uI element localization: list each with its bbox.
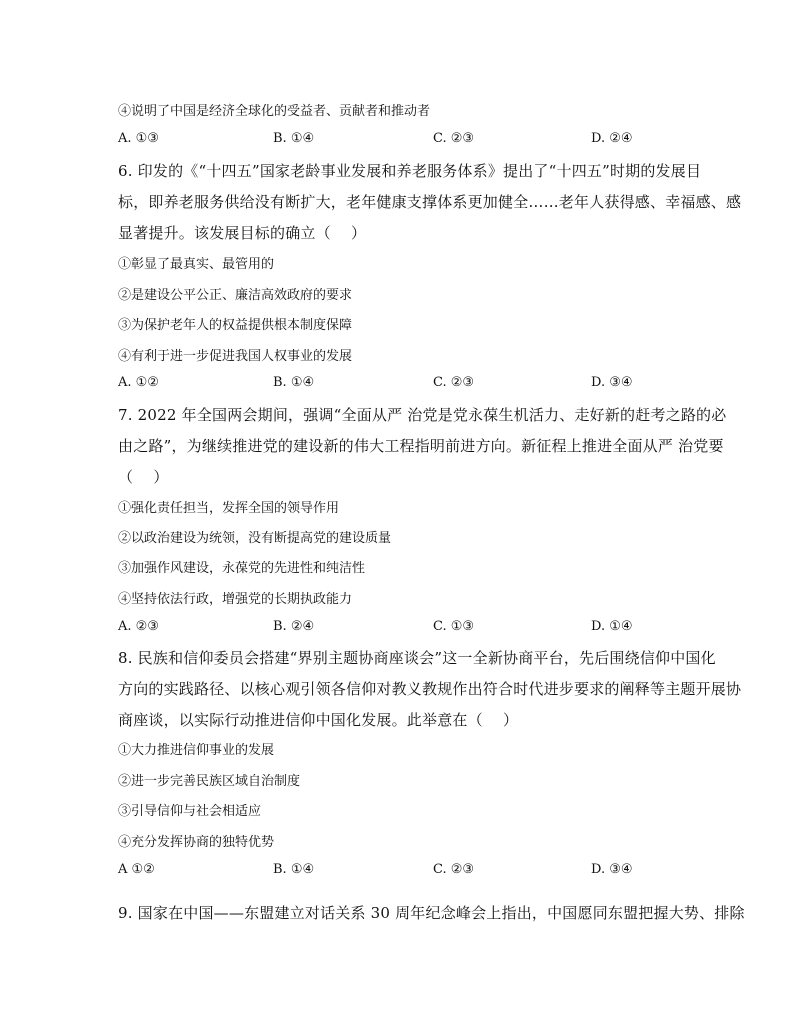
q7-option-c[interactable]: C. ①③ bbox=[433, 619, 475, 634]
q7-stem-line-3: （ ） bbox=[118, 468, 169, 486]
q6-item-2: ②是建设公平公正、廉洁高效政府的要求 bbox=[118, 288, 353, 303]
q8-stem-line-3: 商座谈，以实际行动推进信仰中国化发展。此举意在（ ） bbox=[118, 711, 519, 729]
q6-item-4: ④有利于进一步促进我国人权事业的发展 bbox=[118, 349, 353, 364]
q6-stem-line-3: 显著提升。该发展目标的确立（ ） bbox=[118, 224, 367, 242]
q8-option-b[interactable]: B. ①④ bbox=[273, 862, 315, 877]
q5-option-b[interactable]: B. ①④ bbox=[273, 131, 315, 146]
q6-item-3: ③为保护老年人的权益提供根本制度保障 bbox=[118, 318, 353, 333]
q6-stem-line-2: 标，即养老服务供给没有断扩大，老年健康支撑体系更加健全……老年人获得感、幸福感、感 bbox=[118, 193, 742, 211]
q8-item-4: ④充分发挥协商的独特优势 bbox=[118, 835, 275, 850]
q7-option-d[interactable]: D. ①④ bbox=[591, 619, 633, 634]
q7-item-1: ①强化责任担当，发挥全国的领导作用 bbox=[118, 501, 340, 516]
q7-option-a[interactable]: A. ②③ bbox=[118, 619, 159, 634]
q5-option-d[interactable]: D. ②④ bbox=[591, 131, 633, 146]
q7-item-3: ③加强作风建设，永葆党的先进性和纯洁性 bbox=[118, 561, 366, 576]
q6-option-c[interactable]: C. ②③ bbox=[433, 375, 475, 390]
q8-item-3: ③引导信仰与社会相适应 bbox=[118, 804, 262, 819]
q8-item-1: ①大力推进信仰事业的发展 bbox=[118, 743, 275, 758]
q7-option-b[interactable]: B. ②④ bbox=[273, 619, 315, 634]
q6-option-b[interactable]: B. ①④ bbox=[273, 375, 315, 390]
q8-option-a[interactable]: A ①② bbox=[118, 862, 155, 877]
q7-item-2: ②以政治建设为统领，没有断提高党的建设质量 bbox=[118, 531, 392, 546]
q8-option-c[interactable]: C. ②③ bbox=[433, 862, 475, 877]
q7-stem-line-1: 7. 2022 年全国两会期间，强调“全面从严 治党是党永葆生机活力、走好新的赶考之路的必 bbox=[118, 406, 727, 424]
q6-option-a[interactable]: A. ①② bbox=[118, 375, 159, 390]
q8-item-2: ②进一步完善民族区域自治制度 bbox=[118, 774, 301, 789]
q6-option-d[interactable]: D. ③④ bbox=[591, 375, 633, 390]
q6-stem-line-1: 6. 印发的《“十四五”国家老龄事业发展和养老服务体系》提出了“十四五”时期的发展目 bbox=[118, 162, 702, 180]
q6-item-1: ①彰显了最真实、最管用的 bbox=[118, 257, 275, 272]
q8-stem-line-1: 8. 民族和信仰委员会搭建“界别主题协商座谈会”这一全新协商平台，先后围绕信仰中国化 bbox=[118, 649, 716, 667]
q7-stem-line-2: 由之路”，为继续推进党的建设新的伟大工程指明前进方向。新征程上推进全面从严 治党要 bbox=[118, 437, 724, 455]
q9-stem-line-1: 9. 国家在中国——东盟建立对话关系 30 周年纪念峰会上指出，中国愿同东盟把握大势、排除 bbox=[118, 904, 745, 922]
q5-option-c[interactable]: C. ②③ bbox=[433, 131, 475, 146]
q5-option-a[interactable]: A. ①③ bbox=[118, 131, 159, 146]
q8-option-d[interactable]: D. ③④ bbox=[591, 862, 633, 877]
q7-item-4: ④坚持依法行政，增强党的长期执政能力 bbox=[118, 592, 353, 607]
q5-item-4: ④说明了中国是经济全球化的受益者、贡献者和推动者 bbox=[118, 104, 431, 119]
q8-stem-line-2: 方向的实践路径、以核心观引领各信仰对教义教规作出符合时代进步要求的阐释等主题开展协 bbox=[118, 680, 742, 698]
